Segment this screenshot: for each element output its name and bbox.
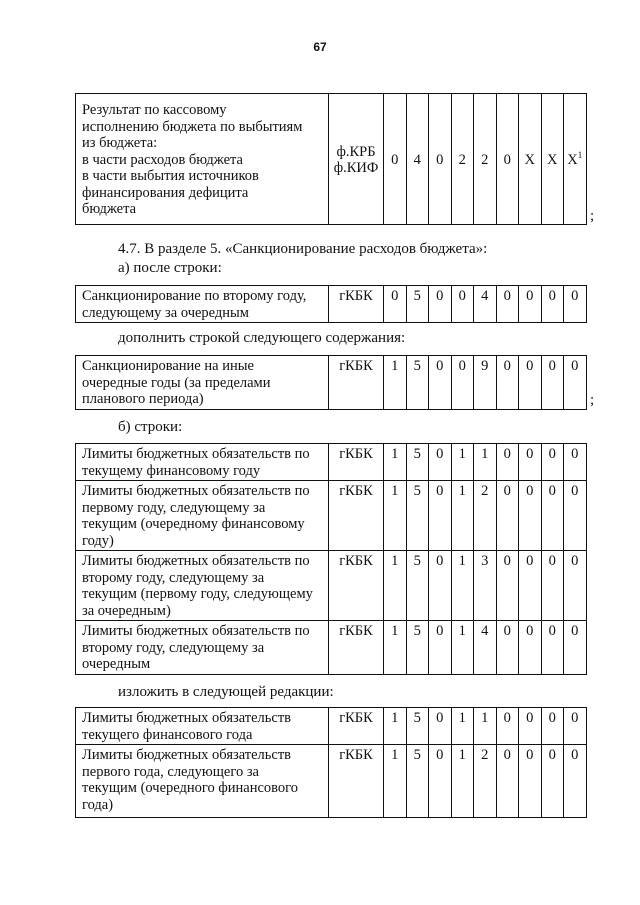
form-code: гКБК: [329, 551, 384, 621]
name-line: второму году, следующему за: [82, 639, 265, 656]
digit-cell: 5: [406, 551, 429, 621]
digit-cell: 0: [541, 356, 564, 410]
digit-cell: 0: [519, 621, 542, 675]
name-line: за очередным): [82, 602, 171, 619]
name-line: Лимиты бюджетных обязательств: [82, 710, 292, 726]
form-line: ф.КРБ: [336, 143, 376, 160]
digit-cell: 0: [384, 286, 407, 323]
row-name: [76, 551, 329, 621]
digit-cell: 0: [541, 481, 564, 551]
digit-cell: 0: [496, 481, 519, 551]
name-line: текущему финансовому году: [82, 462, 261, 479]
name-line: текущим (очередного финансового: [82, 780, 298, 796]
row-name: [76, 286, 329, 323]
digit-cell: 0: [429, 481, 452, 551]
name-line: текущего финансового года: [82, 726, 253, 743]
table-row: [76, 481, 587, 551]
digit-cell: 0: [519, 481, 542, 551]
row-name: [76, 621, 329, 675]
replace-text: изложить в следующей редакции:: [118, 684, 334, 700]
digit-cell: 0: [541, 444, 564, 481]
row-name: [76, 745, 329, 818]
limits-old-table: [75, 443, 587, 675]
digit-cell: 0: [519, 745, 542, 818]
name-line: Санкционирование по второму году,: [82, 288, 307, 304]
digit-cell: 0: [564, 444, 587, 481]
name-line: в части расходов бюджета: [82, 151, 243, 168]
digit-cell: 1: [384, 356, 407, 410]
digit-cell: 0: [429, 356, 452, 410]
form-code: гКБК: [329, 481, 384, 551]
digit-cell: 1: [451, 551, 474, 621]
digit-cell: 5: [406, 356, 429, 410]
digit-cell: 2: [451, 94, 474, 225]
digit-cell: 0: [541, 286, 564, 323]
name-line: Лимиты бюджетных обязательств по: [82, 483, 310, 499]
sub-a-label: а) после строки:: [118, 260, 222, 276]
table-row: [76, 356, 587, 410]
name-line: году): [82, 532, 114, 549]
name-line: текущим (очередному финансовому: [82, 516, 305, 532]
table-row: [76, 621, 587, 675]
digit-cell: 0: [564, 708, 587, 745]
digit-cell: 4: [474, 286, 497, 323]
name-line: бюджета: [82, 201, 137, 217]
trailing-semicolon: ;: [590, 208, 595, 224]
digit-cell: 5: [406, 444, 429, 481]
name-line: Лимиты бюджетных обязательств по: [82, 623, 310, 639]
digit-value: X: [567, 151, 578, 168]
form-code: гКБК: [329, 356, 384, 410]
digit-cell: 0: [519, 551, 542, 621]
digit-cell: 1: [451, 481, 474, 551]
digit-cell: 0: [541, 621, 564, 675]
row-name: [76, 94, 329, 225]
digit-cell: 5: [406, 286, 429, 323]
name-line: планового периода): [82, 391, 204, 407]
digit-cell: 5: [406, 745, 429, 818]
digit-cell: 0: [564, 551, 587, 621]
digit-cell: 0: [429, 286, 452, 323]
table-row: [76, 551, 587, 621]
form-line: ф.КИФ: [333, 160, 379, 176]
row-name: [76, 444, 329, 481]
digit-cell: 0: [519, 356, 542, 410]
table-row: [76, 286, 587, 323]
form-code: [329, 94, 384, 225]
digit-cell: 4: [474, 621, 497, 675]
sub-b-label: б) строки:: [118, 419, 183, 435]
row-name: [76, 481, 329, 551]
digit-cell: 1: [384, 708, 407, 745]
name-line: второму году, следующему за: [82, 569, 265, 586]
digit-cell: 1: [384, 551, 407, 621]
digit-cell: 0: [496, 286, 519, 323]
digit-cell: 0: [429, 745, 452, 818]
limits-new-table: [75, 707, 587, 818]
name-line: Лимиты бюджетных обязательств по: [82, 553, 310, 569]
name-line: финансирования дефицита: [82, 184, 249, 201]
table-row: [76, 444, 587, 481]
digit-cell: 0: [384, 94, 407, 225]
digit-cell: 0: [496, 745, 519, 818]
digit-cell: 0: [496, 551, 519, 621]
name-line: Санкционирование на иные: [82, 358, 254, 374]
table-row: [76, 708, 587, 745]
digit-cell: 0: [564, 621, 587, 675]
digit-cell: 1: [384, 444, 407, 481]
digit-cell: 1: [451, 708, 474, 745]
section-heading: 4.7. В разделе 5. «Санкционирование расходов бюджета»:: [118, 241, 488, 257]
digit-cell: X: [519, 94, 542, 225]
form-code: гКБК: [329, 745, 384, 818]
digit-cell: 3: [474, 551, 497, 621]
digit-cell: 0: [564, 481, 587, 551]
digit-cell: 1: [384, 745, 407, 818]
digit-cell: 5: [406, 481, 429, 551]
table-row: [76, 94, 587, 225]
digit-cell: [564, 94, 587, 225]
footnote-mark: 1: [577, 149, 583, 160]
digit-cell: 0: [519, 286, 542, 323]
digit-cell: 2: [474, 745, 497, 818]
digit-cell: 0: [451, 356, 474, 410]
digit-cell: 0: [429, 621, 452, 675]
name-line: очередные годы (за пределами: [82, 374, 271, 391]
digit-cell: 0: [429, 94, 452, 225]
add-row-text: дополнить строкой следующего содержания:: [118, 330, 406, 346]
digit-cell: 1: [474, 444, 497, 481]
page-number: 67: [313, 40, 327, 54]
digit-cell: X: [541, 94, 564, 225]
digit-cell: 0: [541, 745, 564, 818]
name-line: текущим (первому году, следующему: [82, 586, 313, 602]
row-name: [76, 356, 329, 410]
digit-cell: 0: [564, 356, 587, 410]
sanction-other-years-table: [75, 355, 587, 410]
name-line: следующему за очередным: [82, 304, 249, 321]
digit-cell: 0: [496, 356, 519, 410]
name-line: Лимиты бюджетных обязательств: [82, 747, 292, 763]
digit-cell: 0: [429, 708, 452, 745]
name-line: в части выбытия источников: [82, 168, 259, 184]
digit-cell: 0: [541, 708, 564, 745]
form-code: гКБК: [329, 444, 384, 481]
digit-cell: 2: [474, 94, 497, 225]
digit-cell: 1: [384, 481, 407, 551]
digit-cell: 5: [406, 708, 429, 745]
digit-cell: 0: [429, 551, 452, 621]
digit-cell: 0: [519, 708, 542, 745]
kassovoe-result-table: [75, 93, 587, 225]
digit-cell: 0: [429, 444, 452, 481]
digit-cell: 0: [496, 444, 519, 481]
digit-cell: 1: [451, 444, 474, 481]
name-line: исполнению бюджета по выбытиям: [82, 118, 303, 135]
form-code: гКБК: [329, 621, 384, 675]
name-line: очередным: [82, 656, 151, 672]
digit-cell: 1: [451, 745, 474, 818]
digit-cell: 0: [496, 708, 519, 745]
name-line: первого года, следующего за: [82, 763, 259, 780]
digit-cell: 0: [451, 286, 474, 323]
digit-cell: 9: [474, 356, 497, 410]
digit-cell: 0: [496, 94, 519, 225]
digit-cell: 1: [451, 621, 474, 675]
name-line: Лимиты бюджетных обязательств по: [82, 446, 310, 462]
sanction-second-year-table: [75, 285, 587, 323]
digit-cell: 5: [406, 621, 429, 675]
form-code: гКБК: [329, 708, 384, 745]
name-line: из бюджета:: [82, 135, 158, 151]
table-row: [76, 745, 587, 818]
name-line: первому году, следующему за: [82, 499, 266, 516]
name-line: Результат по кассовому: [82, 102, 227, 118]
trailing-semicolon: ;: [590, 392, 595, 408]
digit-cell: 0: [564, 745, 587, 818]
digit-cell: 1: [474, 708, 497, 745]
name-line: года): [82, 796, 114, 813]
digit-cell: 1: [384, 621, 407, 675]
digit-cell: 0: [496, 621, 519, 675]
digit-cell: 0: [564, 286, 587, 323]
form-code: гКБК: [329, 286, 384, 323]
digit-cell: 4: [406, 94, 429, 225]
row-name: [76, 708, 329, 745]
digit-cell: 0: [519, 444, 542, 481]
digit-cell: 0: [541, 551, 564, 621]
digit-cell: 2: [474, 481, 497, 551]
